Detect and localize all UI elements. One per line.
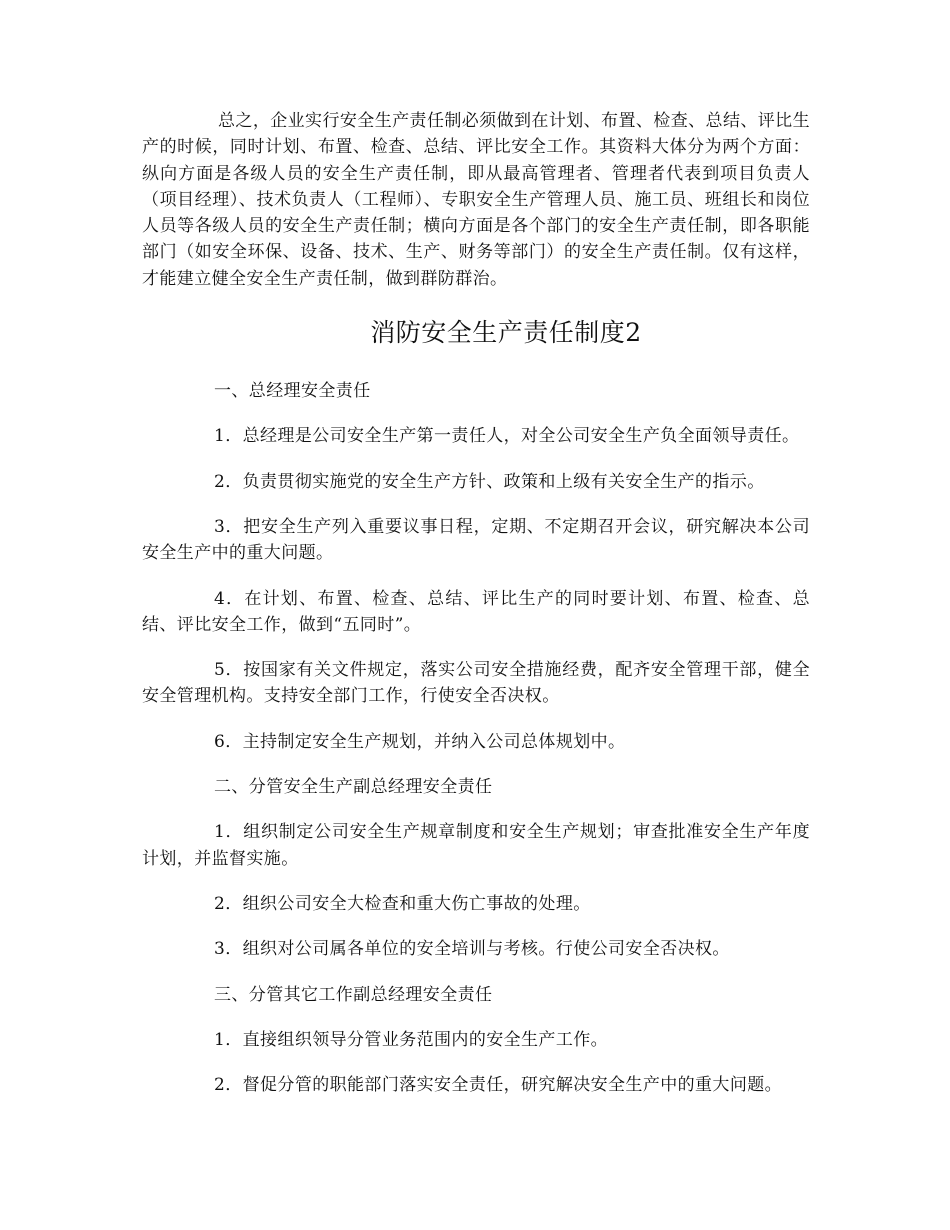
section-item-text: 2．负责贯彻实施党的安全生产方针、政策和上级有关安全生产的指示。 (214, 471, 765, 492)
section-item (142, 819, 810, 872)
section-item-text: 2．督促分管的职能部门落实安全责任，研究解决安全生产中的重大问题。 (214, 1075, 783, 1096)
section-item-text: 3．组织对公司属各单位的安全培训与考核。行使公司安全否决权。 (214, 939, 730, 960)
section-item (142, 729, 810, 755)
section-item (142, 891, 810, 917)
section-item (142, 586, 810, 639)
section-item (142, 936, 810, 962)
section-item (142, 657, 810, 710)
document-title: 消防安全生产责任制度2 (370, 318, 642, 348)
section-heading-block (142, 982, 810, 1008)
section-heading-block (142, 378, 810, 404)
section-item (142, 1072, 810, 1098)
section-item (142, 423, 810, 449)
section-item (142, 469, 810, 495)
section-item (142, 1027, 810, 1053)
section-heading: 二、分管安全生产副总经理安全责任 (214, 777, 493, 798)
section-item-text: 2．组织公司安全大检查和重大伤亡事故的处理。 (214, 893, 591, 914)
section-item-text: 5．按国家有关文件规定，落实公司安全措施经费，配齐安全管理干部，健全安全管理机构。支持安全部门工作，行使安全否决权。 (142, 660, 810, 707)
intro-paragraph: 总之，企业实行安全生产责任制必须做到在计划、布置、检查、总结、评比生产的时候，同时计划、布置、检查、总结、评比安全工作。其资料大体分为两个方面：纵向方面是各级人员的安全生产责任制，即从最高管理者、管理者代表到项目负责人（项目经理）、技术负责人（工程师）、专职安全生产管理人员、施工员、班组长和岗位人员等各级人员的安全生产责任制；横向方面是各个部门的安全生产责任制，即各职能部门（如安全环保、设备、技术、生产、财务等部门）的安全生产责任制。仅有这样，才能建立健全安全生产责任制，做到群防群治。 (142, 111, 810, 289)
section-item-text: 3．把安全生产列入重要议事日程，定期、不定期召开会议，研究解决本公司安全生产中的重大问题。 (142, 516, 810, 564)
sections (142, 378, 810, 1098)
section-item-text: 1．直接组织领导分管业务范围内的安全生产工作。 (214, 1029, 609, 1050)
section-heading: 三、分管其它工作副总经理安全责任 (214, 984, 493, 1005)
section-item-text: 4．在计划、布置、检查、总结、评比生产的同时要计划、布置、检查、总结、评比安全工作，做到“五同时”。 (142, 588, 810, 635)
section-item-text: 1．组织制定公司安全生产规章制度和安全生产规划；审查批准安全生产年度计划，并监督实施。 (142, 822, 810, 869)
section-heading: 一、总经理安全责任 (214, 381, 371, 402)
section-heading-block (142, 774, 810, 800)
document-body (142, 108, 810, 1117)
section-item-text: 6．主持制定安全生产规划，并纳入公司总体规划中。 (214, 731, 626, 752)
section-item (142, 514, 810, 567)
section-item-text: 1．总经理是公司安全生产第一责任人，对全公司安全生产负全面领导责任。 (214, 426, 800, 447)
